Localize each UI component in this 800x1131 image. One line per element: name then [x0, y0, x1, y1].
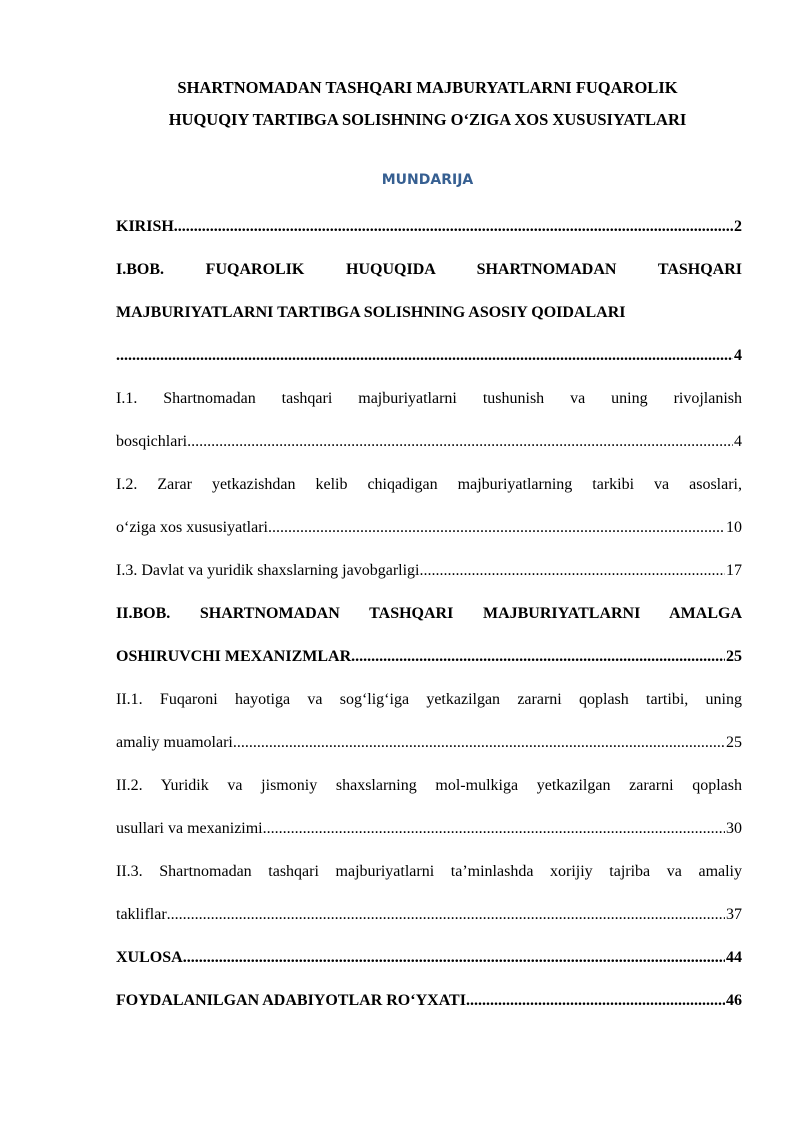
- toc-entry-label: amaliy muamolari: [116, 734, 233, 751]
- toc-leader-dots: [187, 427, 733, 457]
- toc-leader-dots: [174, 212, 733, 242]
- toc-entry-2-3-line-2[interactable]: [116, 900, 742, 943]
- toc-page-number: 37: [726, 906, 742, 923]
- toc-leader-dots: [466, 986, 725, 1016]
- toc-entry-1-1-line-1[interactable]: I.1. Shartnomadan tashqari majburiyatlarni tushunish va uning rivojlanish: [116, 390, 742, 407]
- toc-entry-2-1-line-1[interactable]: II.1. Fuqaroni hayotiga va sog‘lig‘iga yetkazilgan zararni qoplash tartibi, uning: [116, 691, 742, 708]
- toc-leader-dots: [183, 943, 725, 973]
- toc-entry-label: XULOSA: [116, 949, 183, 966]
- toc-entry-bob1-line-2[interactable]: MAJBURIYATLARNI TARTIBGA SOLISHNING ASOSIY QOIDALARI: [116, 304, 626, 321]
- toc-entry-adabiyotlar[interactable]: [116, 986, 742, 1029]
- toc-entry-2-3-line-1[interactable]: II.3. Shartnomadan tashqari majburiyatlarni ta’minlashda xorijiy tajriba va amaliy: [116, 863, 742, 880]
- toc-leader-dots: [233, 728, 725, 758]
- toc-entry-1-2-line-1[interactable]: I.2. Zarar yetkazishdan kelib chiqadigan majburiyatlarning tarkibi va asoslari,: [116, 476, 742, 493]
- toc-page-number: 10: [726, 519, 742, 536]
- toc-entry-1-2-line-2[interactable]: [116, 513, 742, 556]
- toc-page-number: 4: [734, 347, 742, 364]
- toc-page-number: 46: [726, 992, 742, 1009]
- toc-entry-xulosa[interactable]: [116, 943, 742, 986]
- toc-leader-dots: [263, 814, 725, 844]
- toc-entry-bob1-leader[interactable]: [116, 341, 742, 384]
- toc-page-number: 25: [726, 734, 742, 751]
- table-of-contents: [116, 212, 742, 1029]
- toc-leader-dots: [351, 642, 725, 672]
- toc-entry-kirish[interactable]: [116, 212, 742, 255]
- toc-entry-label: FOYDALANILGAN ADABIYOTLAR RO‘YXATI: [116, 992, 466, 1009]
- toc-page-number: 17: [726, 562, 742, 579]
- toc-entry-2-1-line-2[interactable]: [116, 728, 742, 771]
- toc-page-number: 2: [734, 218, 742, 235]
- toc-leader-dots: [268, 513, 725, 543]
- toc-entry-label: I.3. Davlat va yuridik shaxslarning javobgarligi: [116, 562, 420, 579]
- toc-entry-label: o‘ziga xos xususiyatlari: [116, 519, 268, 536]
- toc-heading: MUNDARIJA: [381, 172, 474, 188]
- toc-page-number: 30: [726, 820, 742, 837]
- toc-page-number: 4: [734, 433, 742, 450]
- document-title-line-1: SHARTNOMADAN TASHQARI MAJBURYATLARNI FUQAROLIK: [177, 78, 678, 97]
- toc-leader-dots: [167, 900, 725, 930]
- document-title: [100, 72, 755, 136]
- toc-entry-2-2-line-1[interactable]: II.2. Yuridik va jismoniy shaxslarning mol-mulkiga yetkazilgan zararni qoplash: [116, 777, 742, 794]
- toc-entry-bob1-line-1[interactable]: I.BOB. FUQAROLIK HUQUQIDA SHARTNOMADAN TASHQARI: [116, 261, 742, 278]
- toc-entry-label: usullari va mexanizimi: [116, 820, 263, 837]
- toc-leader-dots: [116, 341, 733, 371]
- toc-entry-bob2-line-1[interactable]: II.BOB. SHARTNOMADAN TASHQARI MAJBURIYATLARNI AMALGA: [116, 605, 742, 622]
- toc-entry-label: KIRISH: [116, 218, 174, 235]
- toc-entry-1-1-line-2[interactable]: [116, 427, 742, 470]
- toc-entry-label: OSHIRUVCHI MEXANIZMLAR: [116, 648, 352, 665]
- toc-entry-bob2-line-2[interactable]: [116, 642, 742, 685]
- toc-leader-dots: [419, 556, 725, 586]
- toc-entry-2-2-line-2[interactable]: [116, 814, 742, 857]
- toc-entry-label: bosqichlari: [116, 433, 188, 450]
- toc-entry-label: takliflar: [116, 906, 167, 923]
- toc-page-number: 44: [726, 949, 742, 966]
- document-title-line-2: HUQUQIY TARTIBGA SOLISHNING O‘ZIGA XOS XUSUSIYATLARI: [168, 110, 687, 129]
- toc-page-number: 25: [726, 648, 742, 665]
- toc-entry-1-3[interactable]: [116, 556, 742, 599]
